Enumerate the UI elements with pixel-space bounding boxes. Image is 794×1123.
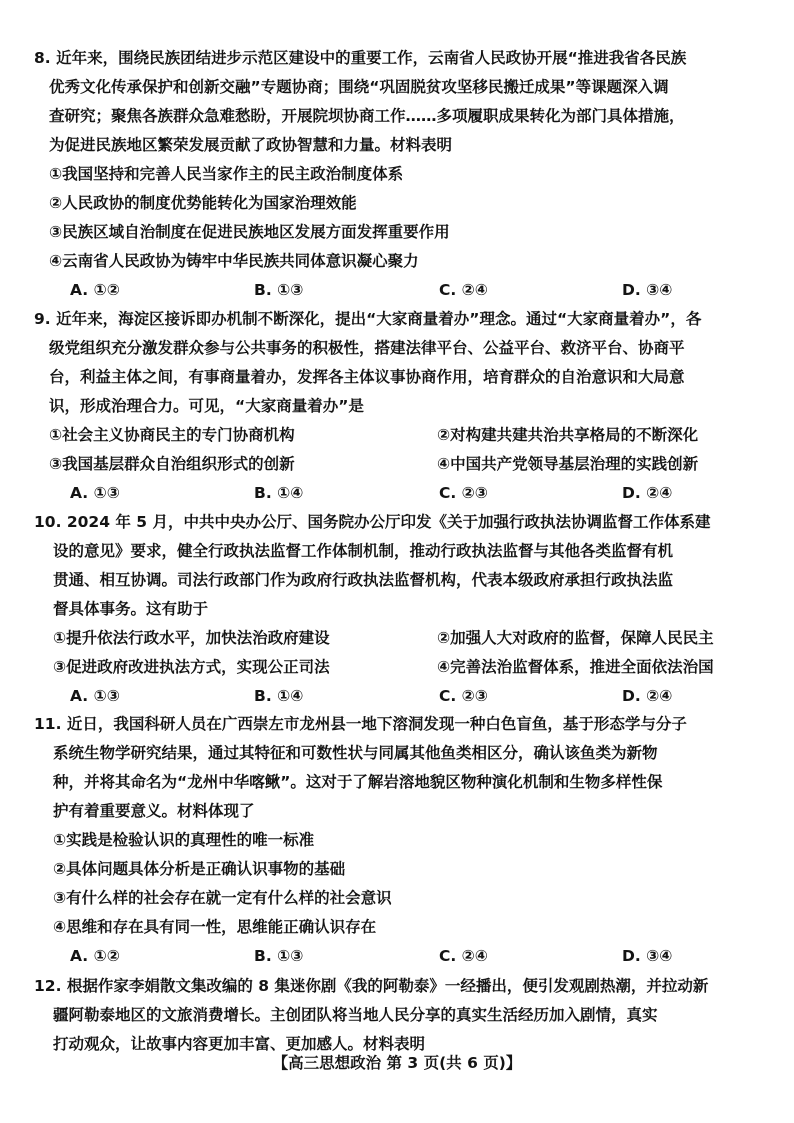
- question-9-line: 识，形成治理合力。可见，“大家商量着办”是: [49, 397, 364, 415]
- option-b: B. ①④: [254, 687, 304, 705]
- question-12: [34, 972, 782, 1059]
- option-a: A. ①②: [70, 947, 120, 965]
- option-a: A. ①②: [70, 281, 120, 299]
- question-11-statement-1: ①实践是检验认识的真理性的唯一标准: [53, 831, 315, 849]
- question-11-statement-4: ④思维和存在具有同一性，思维能正确认识存在: [53, 918, 377, 936]
- question-10-line: 10. 2024 年 5 月，中共中央办公厅、国务院办公厅印发《关于加强行政执法协调监督工作体系建: [34, 513, 711, 531]
- question-12-line: 疆阿勒泰地区的文旅消费增长。主创团队将当地人民分享的真实生活经历加入剧情，真实: [53, 1006, 658, 1024]
- question-9-statement-2: ②对构建共建共治共享格局的不断深化: [437, 426, 699, 444]
- question-10-statement-3: ③促进政府改进执法方式，实现公正司法: [53, 658, 330, 676]
- question-9-line: 9. 近年来，海淀区接诉即办机制不断深化，提出“大家商量着办”理念。通过“大家商量着办”，各: [34, 310, 702, 328]
- option-a: A. ①③: [70, 687, 120, 705]
- option-d: D. ③④: [622, 281, 673, 299]
- question-10-line: 贯通、相互协调。司法行政部门作为政府行政执法监督机构，代表本级政府承担行政执法监: [53, 571, 674, 589]
- question-8-line: 8. 近年来，围绕民族团结进步示范区建设中的重要工作，云南省人民政协开展“推进我省各民族: [34, 49, 687, 67]
- question-10-statement-row: [34, 653, 782, 682]
- question-11-line: 11. 近日，我国科研人员在广西崇左市龙州县一地下溶洞发现一种白色盲鱼，基于形态学与分子: [34, 715, 687, 733]
- question-10-statement-1: ①提升依法行政水平，加快法治政府建设: [53, 629, 330, 647]
- question-10: [34, 508, 782, 711]
- question-9-line: 台，利益主体之间，有事商量着办，发挥各主体议事协商作用，培育群众的自治意识和大局意: [49, 368, 685, 386]
- question-9-options: [34, 479, 782, 508]
- question-8-statement-4: ④云南省人民政协为铸牢中华民族共同体意识凝心聚力: [49, 252, 419, 270]
- question-9: [34, 305, 782, 508]
- option-d: D. ②④: [622, 687, 673, 705]
- option-b: B. ①③: [254, 281, 304, 299]
- option-c: C. ②④: [439, 281, 488, 299]
- question-10-line: 设的意见》要求，健全行政执法监督工作体制机制，推动行政执法监督与其他各类监督有机: [53, 542, 674, 560]
- question-11-options: [34, 942, 782, 971]
- question-8-options: [34, 276, 782, 305]
- question-8-statement-1: ①我国坚持和完善人民当家作主的民主政治制度体系: [49, 165, 404, 183]
- question-8-line: 查研究；聚焦各族群众急难愁盼，开展院坝协商工作……多项履职成果转化为部门具体措施，: [49, 107, 685, 125]
- question-11-line: 护有着重要意义。材料体现了: [53, 802, 255, 820]
- option-d: D. ②④: [622, 484, 673, 502]
- question-9-statement-row: [34, 450, 782, 479]
- question-8: [34, 44, 782, 305]
- question-10-statement-2: ②加强人大对政府的监督，保障人民民主: [437, 629, 714, 647]
- question-10-line: 督具体事务。这有助于: [53, 600, 209, 618]
- question-10-statement-row: [34, 624, 782, 653]
- question-12-line: 打动观众，让故事内容更加丰富、更加感人。材料表明: [53, 1035, 426, 1053]
- question-10-statement-4: ④完善法治监督体系，推进全面依法治国: [437, 658, 714, 676]
- question-11: [34, 710, 782, 971]
- page-footer: 【高三思想政治 第 3 页(共 6 页)】: [272, 1054, 522, 1072]
- option-c: C. ②④: [439, 947, 488, 965]
- option-c: C. ②③: [439, 687, 488, 705]
- option-a: A. ①③: [70, 484, 120, 502]
- question-11-statement-3: ③有什么样的社会存在就一定有什么样的社会意识: [53, 889, 392, 907]
- question-9-statement-3: ③我国基层群众自治组织形式的创新: [49, 455, 295, 473]
- question-8-statement-3: ③民族区域自治制度在促进民族地区发展方面发挥重要作用: [49, 223, 450, 241]
- question-10-options: [34, 682, 782, 711]
- question-9-statement-1: ①社会主义协商民主的专门协商机构: [49, 426, 295, 444]
- question-9-statement-4: ④中国共产党领导基层治理的实践创新: [437, 455, 699, 473]
- question-11-line: 种，并将其命名为“龙州中华喀鳅”。这对于了解岩溶地貌区物种演化机制和生物多样性保: [53, 773, 663, 791]
- question-8-line: 为促进民族地区繁荣发展贡献了政协智慧和力量。材料表明: [49, 136, 453, 154]
- question-8-statement-2: ②人民政协的制度优势能转化为国家治理效能: [49, 194, 357, 212]
- question-8-line: 优秀文化传承保护和创新交融”专题协商；围绕“巩固脱贫攻坚移民搬迁成果”等课题深入调: [49, 78, 669, 96]
- question-9-line: 级党组织充分激发群众参与公共事务的积极性，搭建法律平台、公益平台、救济平台、协商平: [49, 339, 685, 357]
- question-12-line: 12. 根据作家李娟散文集改编的 8 集迷你剧《我的阿勒泰》一经播出，便引发观剧热潮，并拉动新: [34, 977, 709, 995]
- option-c: C. ②③: [439, 484, 488, 502]
- question-11-line: 系统生物学研究结果，通过其特征和可数性状与同属其他鱼类相区分，确认该鱼类为新物: [53, 744, 658, 762]
- question-11-statement-2: ②具体问题具体分析是正确认识事物的基础: [53, 860, 346, 878]
- question-9-statement-row: [34, 421, 782, 450]
- option-b: B. ①③: [254, 947, 304, 965]
- option-b: B. ①④: [254, 484, 304, 502]
- option-d: D. ③④: [622, 947, 673, 965]
